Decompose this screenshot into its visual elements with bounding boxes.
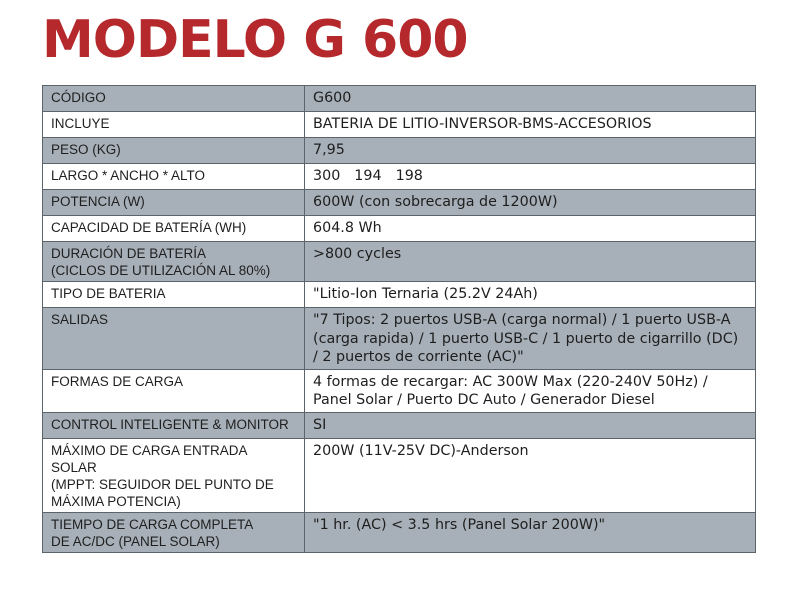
spec-label: CÓDIGO xyxy=(43,86,305,112)
spec-label xyxy=(43,438,305,512)
spec-label: CONTROL INTELIGENTE & MONITOR xyxy=(43,412,305,438)
spec-table xyxy=(42,85,756,553)
spec-label: POTENCIA (W) xyxy=(43,190,305,216)
spec-row-codigo xyxy=(43,86,756,112)
spec-value: G600 xyxy=(305,86,756,112)
spec-value: "Litio-Ion Ternaria (25.2V 24Ah) xyxy=(305,282,756,308)
spec-value: BATERIA DE LITIO-INVERSOR-BMS-ACCESORIOS xyxy=(305,112,756,138)
dimension-largo: 300 xyxy=(313,168,341,184)
spec-value-line: / 2 puertos de corriente (AC)" xyxy=(313,349,524,365)
spec-value: 604.8 Wh xyxy=(305,216,756,242)
spec-value xyxy=(305,369,756,412)
spec-value-line: (carga rapida) / 1 puerto USB-C / 1 puerto de cigarrillo (DC) xyxy=(313,330,739,347)
spec-row-maximo-solar xyxy=(43,438,756,512)
spec-row-tipo-bateria xyxy=(43,282,756,308)
spec-value: 7,95 xyxy=(305,138,756,164)
spec-label-line: (CICLOS DE UTILIZACIÓN AL 80%) xyxy=(51,263,271,278)
spec-label-line: (MPPT: SEGUIDOR DEL PUNTO DE xyxy=(51,476,274,492)
spec-label: LARGO * ANCHO * ALTO xyxy=(43,164,305,190)
spec-value: "1 hr. (AC) < 3.5 hrs (Panel Solar 200W)" xyxy=(305,512,756,552)
spec-label-line: TIEMPO DE CARGA COMPLETA xyxy=(51,516,254,532)
spec-value: 600W (con sobrecarga de 1200W) xyxy=(305,190,756,216)
spec-label-line: DURACIÓN DE BATERÍA xyxy=(51,246,207,261)
spec-row-peso xyxy=(43,138,756,164)
spec-row-tiempo-carga xyxy=(43,512,756,552)
spec-label-line: DE AC/DC (PANEL SOLAR) xyxy=(51,533,220,549)
dimension-ancho: 194 xyxy=(354,168,382,184)
spec-value xyxy=(305,308,756,370)
spec-row-formas-carga xyxy=(43,369,756,412)
spec-value: >800 cycles xyxy=(305,242,756,282)
spec-row-potencia xyxy=(43,190,756,216)
spec-row-dimensiones xyxy=(43,164,756,190)
spec-value: SI xyxy=(305,412,756,438)
spec-label-line: MÁXIMA POTENCIA) xyxy=(51,493,181,509)
spec-value-line: 4 formas de recargar: AC 300W Max (220-240V 50Hz) / xyxy=(313,373,708,390)
spec-row-capacidad xyxy=(43,216,756,242)
spec-label: INCLUYE xyxy=(43,112,305,138)
spec-label xyxy=(43,512,305,552)
spec-label xyxy=(43,242,305,282)
spec-value: 200W (11V-25V DC)-Anderson xyxy=(305,438,756,512)
spec-value xyxy=(305,164,756,190)
spec-label: SALIDAS xyxy=(43,308,305,370)
spec-row-duracion xyxy=(43,242,756,282)
spec-value-line: "7 Tipos: 2 puertos USB-A (carga normal) / 1 puerto USB-A xyxy=(313,312,731,328)
spec-row-salidas xyxy=(43,308,756,370)
spec-label-line: MÁXIMO DE CARGA ENTRADA SOLAR xyxy=(51,442,247,475)
spec-label: CAPACIDAD DE BATERÍA (WH) xyxy=(43,216,305,242)
spec-label: FORMAS DE CARGA xyxy=(43,369,305,412)
spec-value-line: Panel Solar / Puerto DC Auto / Generador Diesel xyxy=(313,392,655,408)
page-title: MODELO G 600 xyxy=(42,10,468,70)
spec-row-control xyxy=(43,412,756,438)
dimension-alto: 198 xyxy=(395,168,423,184)
spec-label: TIPO DE BATERIA xyxy=(43,282,305,308)
spec-row-incluye xyxy=(43,112,756,138)
spec-label: PESO (KG) xyxy=(43,138,305,164)
